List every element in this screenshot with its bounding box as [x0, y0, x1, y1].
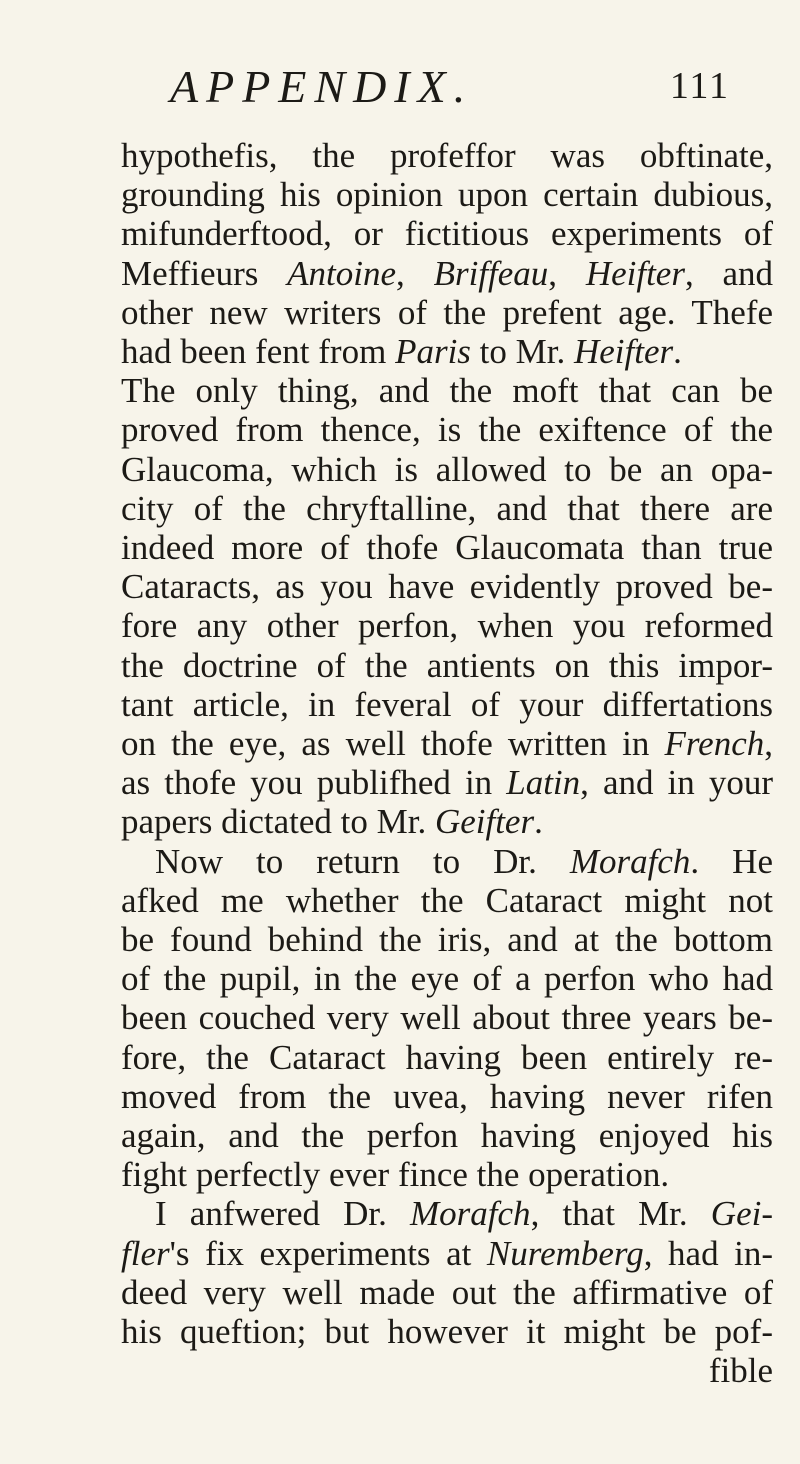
text-line	[121, 212, 773, 256]
text-run: tant article, in feveral of your differtations	[121, 684, 773, 724]
text-line	[121, 683, 773, 727]
text-line	[121, 800, 773, 844]
text-line	[121, 1271, 773, 1315]
text-run: afked me whether the Cataract might not	[121, 880, 773, 920]
text-run: fore any other perfon, when you reformed	[121, 606, 773, 646]
text-line	[121, 1075, 773, 1119]
italic-run: Geifter	[434, 802, 535, 842]
text-run: moved from the uvea, having never rifen	[121, 1076, 773, 1116]
text-run: papers dictated to Mr.	[121, 802, 435, 842]
text-line	[121, 330, 773, 374]
text-run: ,	[548, 253, 586, 293]
text-line	[121, 408, 773, 452]
text-run: fore, the Cataract having been entirely re-	[121, 1037, 773, 1077]
text-run: as thofe you publifhed in	[121, 763, 507, 803]
text-run: indeed more of thofe Glaucomata than true	[121, 528, 773, 567]
italic-run: fler	[121, 1233, 170, 1273]
text-run: the doctrine of the antients on this impor-	[121, 645, 773, 685]
text-run: again, and the perfon having enjoyed his	[121, 1116, 773, 1155]
italic-run: Briffeau	[433, 253, 549, 293]
text-line	[121, 957, 773, 1001]
page-header	[170, 60, 730, 120]
text-run: Glaucoma, which is allowed to be an opa-	[121, 449, 773, 489]
text-line	[121, 1310, 773, 1354]
text-line	[155, 840, 773, 884]
text-run: been couched very well about three years be-	[121, 998, 773, 1038]
text-run: , that Mr.	[530, 1194, 711, 1234]
text-line	[121, 879, 773, 923]
text-line	[121, 291, 773, 335]
text-line	[121, 565, 773, 609]
text-line	[121, 369, 773, 413]
text-run: of the pupil, in the eye of a perfon who had	[121, 959, 773, 999]
text-line	[121, 644, 773, 688]
italic-run: Gei-	[710, 1194, 773, 1234]
text-run: be found behind the iris, and at the bottom	[121, 920, 773, 959]
text-line	[121, 252, 773, 296]
text-run: 's fix experiments at	[169, 1233, 487, 1273]
text-run: grounding his opinion upon certain dubious,	[121, 175, 773, 215]
text-run: proved from thence, is the exiftence of the	[121, 410, 773, 450]
text-run: fight perfectly ever fince the operation.	[121, 1155, 670, 1195]
italic-run: Morafch	[569, 841, 691, 881]
text-run: ,	[396, 253, 434, 293]
text-line	[121, 1349, 773, 1393]
text-run: .	[534, 802, 543, 842]
italic-run: Heifter	[574, 332, 674, 371]
text-run: Meffieurs	[121, 253, 288, 293]
italic-run: French	[664, 724, 765, 763]
text-run: mifunderftood, or fictitious experiments of	[121, 214, 773, 254]
text-line	[121, 487, 773, 531]
text-run: ,	[764, 724, 773, 763]
text-line	[121, 918, 773, 962]
text-line	[121, 448, 773, 492]
text-line	[121, 526, 773, 570]
text-run: . He	[690, 841, 773, 881]
text-line	[155, 1192, 773, 1236]
text-line	[121, 1114, 773, 1158]
text-line	[121, 1153, 773, 1197]
text-line	[121, 173, 773, 217]
text-run: Now to return to Dr.	[155, 841, 570, 881]
text-line	[121, 761, 773, 805]
italic-run: Paris	[395, 332, 471, 371]
text-run: other new writers of the prefent age. Thefe	[121, 292, 773, 332]
text-run: .	[673, 332, 682, 371]
page-number: 111	[669, 65, 730, 107]
text-run: to Mr.	[470, 332, 574, 371]
text-run: I anfwered Dr.	[155, 1194, 411, 1234]
text-line	[121, 996, 773, 1040]
italic-run: Morafch	[410, 1194, 531, 1234]
running-title: APPENDIX.	[170, 61, 474, 112]
text-line	[121, 1036, 773, 1080]
text-run: had been fent from	[121, 332, 396, 371]
text-line	[121, 1232, 773, 1276]
text-line	[121, 134, 773, 178]
italic-run: Heifter	[585, 253, 685, 293]
text-line	[121, 604, 773, 648]
text-run: , and	[684, 253, 774, 293]
text-run: city of the chryftalline, and that there are	[121, 488, 773, 528]
text-run: , had in-	[643, 1233, 773, 1273]
text-run: Cataracts, as you have evidently proved be-	[121, 567, 773, 607]
text-run: his queftion; but however it might be pof-	[121, 1312, 773, 1351]
italic-run: Antoine	[287, 253, 397, 293]
text-run: hypothefis, the profeffor was obftinate,	[121, 136, 773, 175]
text-run: on the eye, as well thofe written in	[121, 724, 665, 763]
text-run: fible	[708, 1351, 773, 1391]
italic-run: Nuremberg	[486, 1233, 644, 1273]
text-run: deed very well made out the affirmative of	[121, 1272, 773, 1312]
text-run: , and in your	[580, 763, 773, 803]
text-line	[121, 722, 773, 766]
italic-run: Latin	[506, 763, 581, 803]
text-run: The only thing, and the moft that can be	[121, 371, 773, 411]
